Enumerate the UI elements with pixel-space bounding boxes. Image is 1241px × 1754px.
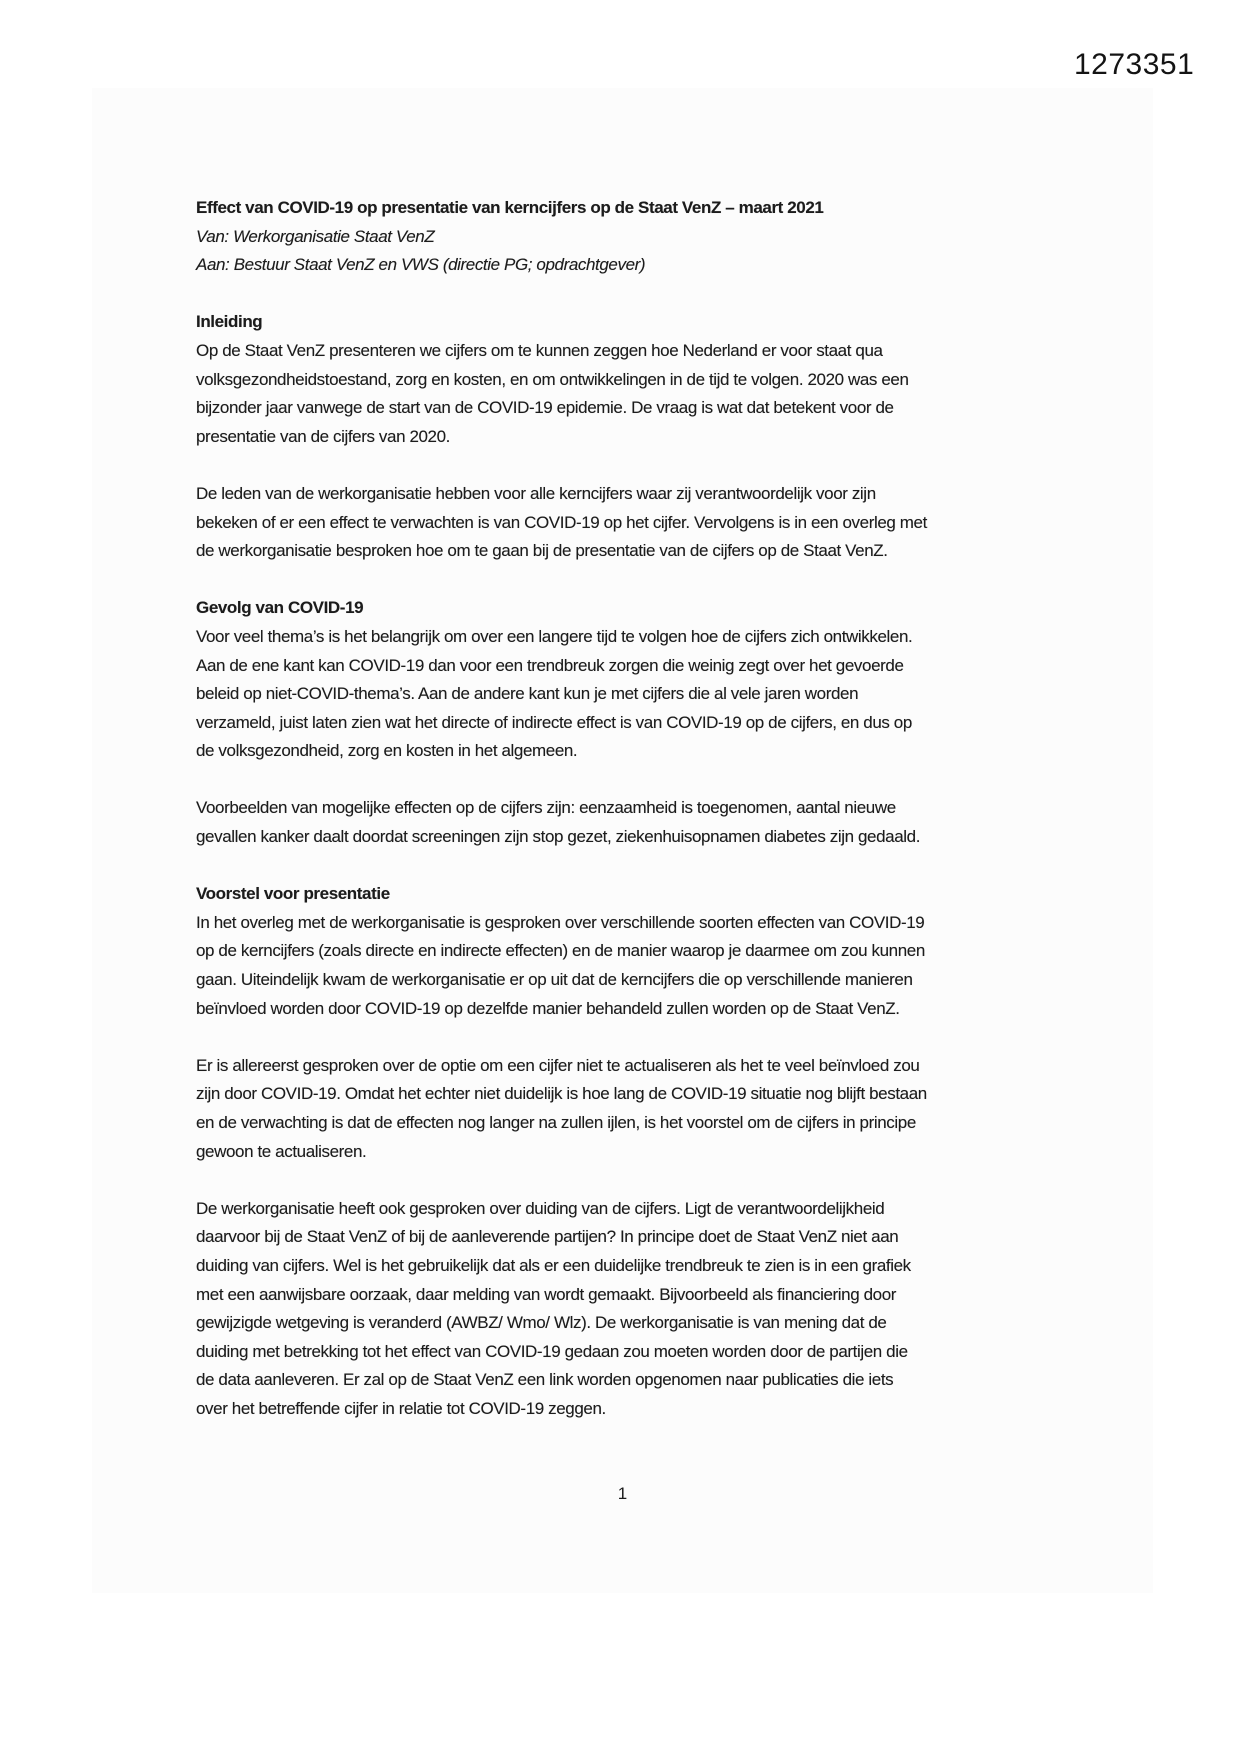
to-line: Aan: Bestuur Staat VenZ en VWS (directie PG; opdrachtgever) (196, 255, 646, 275)
section-gevolg-van-covid-19 (196, 594, 928, 851)
paragraph: Voorbeelden van mogelijke effecten op de cijfers zijn: eenzaamheid is toegenomen, aantal nieuwe gevallen kanker daalt doordat screeningen zijn stop gezet, ziekenhuisopnamen diabetes zijn gedaald. (196, 798, 921, 847)
document-title: Effect van COVID-19 op presentatie van kerncijfers op de Staat VenZ – maart 2021 (196, 198, 824, 217)
section-heading: Inleiding (196, 312, 263, 332)
section-voorstel-voor-presentatie (196, 880, 928, 1423)
section-heading: Gevolg van COVID-19 (196, 598, 364, 618)
section-inleiding (196, 308, 928, 565)
paragraph: Op de Staat VenZ presenteren we cijfers om te kunnen zeggen hoe Nederland er voor staat qua volksgezondheidstoestand, zorg en kosten, en om ontwikkelingen in de tijd te volgen. 2020 was een bijzonder jaar vanwege de start van de COVID-19 epidemie. De vraag is wat dat betekent voor de presentatie van de cijfers van 2020. (196, 340, 909, 446)
paragraph: Er is allereerst gesproken over de optie om een cijfer niet te actualiseren als het te veel beïnvloed zou zijn door COVID-19. Omdat het echter niet duidelijk is hoe lang de COVID-19 situatie nog blijft bestaan en de verwachting is dat de effecten nog langer na zullen ijlen, is het voorstel om de cijfers in principe gewoon te actualiseren. (196, 1055, 927, 1161)
section-heading: Voorstel voor presentatie (196, 884, 390, 904)
document-body (196, 194, 928, 1452)
document-id-stamp: 1273351 (1074, 48, 1195, 81)
paragraph: In het overleg met de werkorganisatie is gesproken over verschillende soorten effecten van COVID-19 op de kerncijfers (zoals directe en indirecte effecten) en de manier waarop je daarmee om zou kunnen gaan. Uiteindelijk kwam de werkorganisatie er op uit dat de kerncijfers die op verschillende manieren beïnvloed worden door COVID-19 op dezelfde manier behandeld zullen worden op de Staat VenZ. (196, 912, 925, 1018)
paragraph: De werkorganisatie heeft ook gesproken over duiding van de cijfers. Ligt de verantwoordelijkheid daarvoor bij de Staat VenZ of bij de aanleverende partijen? In principe doet de Staat VenZ niet aan duiding van cijfers. Wel is het gebruikelijk dat als er een duidelijke trendbreuk te zien is in een grafiek met een aanwijsbare oorzaak, daar melding van wordt gemaakt. Bijvoorbeeld als financiering door gewijzigde wetgeving is veranderd (AWBZ/ Wmo/ Wlz). De werkorganisatie is van mening dat de duiding met betrekking tot het effect van COVID-19 gedaan zou moeten worden door de partijen die de data aanleveren. Er zal op de Staat VenZ een link worden opgenomen naar publicaties die iets over het betreffende cijfer in relatie tot COVID-19 zeggen. (196, 1198, 911, 1418)
page-number: 1 (617, 1484, 628, 1503)
document-meta (196, 223, 928, 280)
paragraph: De leden van de werkorganisatie hebben voor alle kerncijfers waar zij verantwoordelijk voor zijn bekeken of er een effect te verwachten is van COVID-19 op het cijfer. Vervolgens is in een overleg met de werkorganisatie besproken hoe om te gaan bij de presentatie van de cijfers op de Staat VenZ. (196, 483, 927, 561)
paragraph: Voor veel thema’s is het belangrijk om over een langere tijd te volgen hoe de cijfers zich ontwikkelen. Aan de ene kant kan COVID-19 dan voor een trendbreuk zorgen die weinig zegt over het gevoerde beleid op niet-COVID-thema’s. Aan de andere kant kun je met cijfers die al vele jaren worden verzameld, juist laten zien wat het directe of indirecte effect is van COVID-19 op de cijfers, en dus op de volksgezondheid, zorg en kosten in het algemeen. (196, 626, 913, 761)
from-line: Van: Werkorganisatie Staat VenZ (196, 226, 435, 246)
